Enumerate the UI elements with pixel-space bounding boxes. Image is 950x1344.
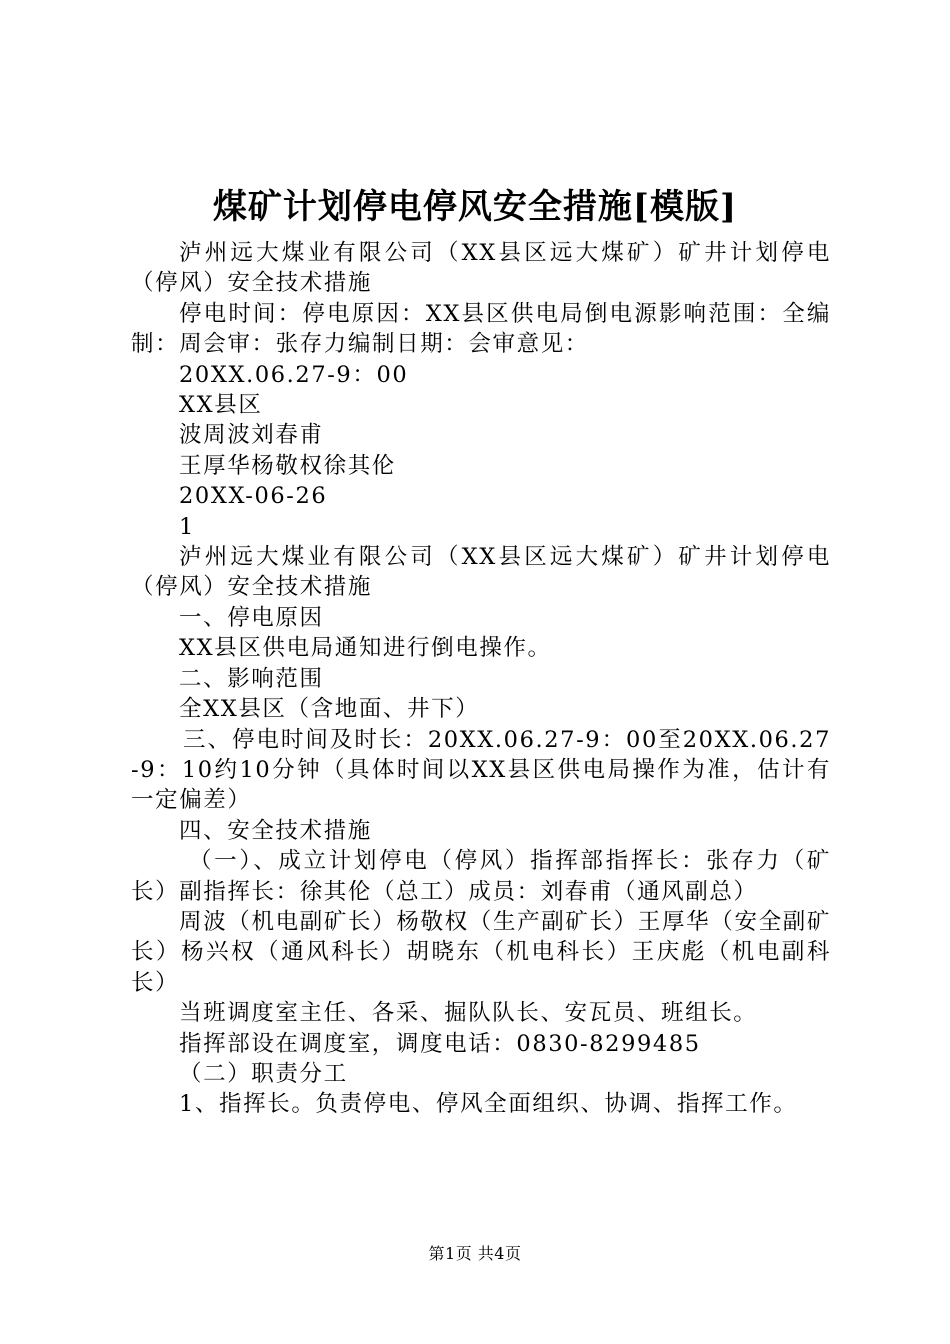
paragraph-number: 1 [179, 513, 195, 540]
paragraph-county: XX县区 [179, 392, 263, 419]
paragraph-compile-date: 20XX-06-26 [179, 483, 328, 510]
document-title: 煤矿计划停电停风安全措施[模版] [212, 187, 738, 227]
paragraph-company-header: 泸州远大煤业有限公司（XX县区远大煤矿）矿井计划停电（停风）安全技术措施 [131, 240, 831, 297]
document-body [131, 238, 831, 1120]
section-heading-2: 二、影响范围 [179, 665, 324, 692]
section-heading-3: 三、停电时间及时长：20XX.06.27-9：00至20XX.06.27-9：10约10分钟（具体时间以XX县区供电局操作为准，估计有一定偏差） [131, 726, 831, 814]
page-footer: 第1页 共4页 [428, 1244, 522, 1263]
paragraph-company-header-2: 泸州远大煤业有限公司（XX县区远大煤矿）矿井计划停电（停风）安全技术措施 [131, 544, 831, 601]
paragraph-members: 周波（机电副矿长）杨敬权（生产副矿长）王厚华（安全副矿长）杨兴权（通风科长）胡晓东（机电科长）王庆彪（机电副科长） [131, 908, 831, 996]
subsection-heading-duties: （二）职责分工 [179, 1060, 348, 1087]
section-heading-4: 四、安全技术措施 [179, 817, 372, 844]
section-heading-1: 一、停电原因 [179, 604, 324, 631]
paragraph-names-2: 王厚华杨敬权徐其伦 [179, 452, 396, 479]
paragraph-shift-staff: 当班调度室主任、各采、掘队队长、安瓦员、班组长。 [179, 1000, 758, 1027]
paragraph-reason: XX县区供电局通知进行倒电操作。 [179, 635, 552, 662]
paragraph-command-structure: （一）、成立计划停电（停风）指挥部指挥长：张存力（矿长）副指挥长：徐其伦（总工）成员：刘春甫（通风副总） [131, 848, 831, 905]
paragraph-duty-commander: 1、指挥长。负责停电、停风全面组织、协调、指挥工作。 [179, 1091, 798, 1118]
paragraph-outage-info: 停电时间：停电原因：XX县区供电局倒电源影响范围：全编制：周会审：张存力编制日期：会审意见： [131, 300, 831, 358]
paragraph-scope: 全XX县区（含地面、井下） [179, 696, 480, 723]
paragraph-outage-time: 20XX.06.27-9：00 [179, 361, 409, 388]
paragraph-dispatch-phone: 指挥部设在调度室，调度电话：0830-8299485 [179, 1030, 701, 1057]
paragraph-names-1: 波周波刘春甫 [179, 422, 324, 449]
